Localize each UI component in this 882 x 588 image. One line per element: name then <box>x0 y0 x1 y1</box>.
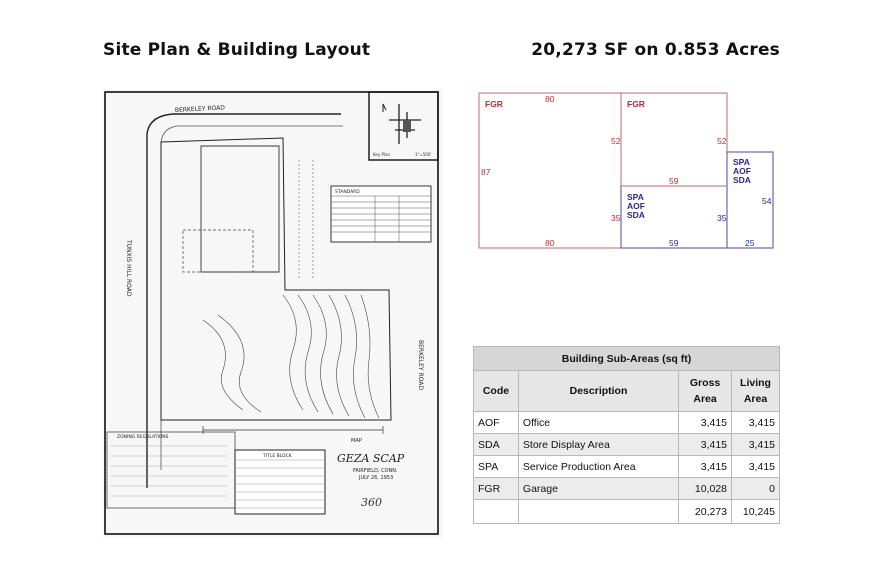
table-row: AOF Office 3,415 3,415 <box>474 412 780 434</box>
area-label-sda-center: SDA <box>627 210 645 220</box>
svg-text:STANDARD: STANDARD <box>335 190 360 195</box>
page-title: Site Plan & Building Layout <box>103 40 371 60</box>
table-caption: Building Sub-Areas (sq ft) <box>474 347 780 371</box>
dim-35-b: 35 <box>717 213 727 223</box>
table-row: FGR Garage 10,028 0 <box>474 478 780 500</box>
owner-name: GEZA SCAP <box>337 452 405 465</box>
road-label-left: TUNXIS HILL ROAD <box>125 240 132 297</box>
total-living-area: 10,245 <box>732 500 780 524</box>
dim-35-a: 35 <box>611 213 621 223</box>
column-header-living-area: Living Area <box>732 371 780 412</box>
dim-top-80: 80 <box>545 94 555 104</box>
area-label-sda-right: SDA <box>733 175 751 185</box>
total-gross-area: 20,273 <box>679 500 732 524</box>
map-number: 360 <box>361 496 382 509</box>
column-header-code: Code <box>474 371 519 412</box>
dim-87: 87 <box>481 167 491 177</box>
area-label-fgr-right: FGR <box>627 99 645 109</box>
scale-note: 1"=500' <box>415 152 432 157</box>
area-label-spa-center: SPA <box>627 192 644 202</box>
area-label-aof-right: AOF <box>733 166 751 176</box>
svg-text:MAP: MAP <box>351 438 362 444</box>
standard-table <box>331 186 431 242</box>
svg-text:FAIRFIELD, CONN.: FAIRFIELD, CONN. <box>353 468 398 474</box>
dim-bottom-25: 25 <box>745 238 755 248</box>
key-plan-note: Key Plan <box>373 152 391 157</box>
road-label-right: BERKELEY ROAD <box>417 340 424 391</box>
svg-text:ZONING REGULATIONS: ZONING REGULATIONS <box>117 435 169 440</box>
dim-52-b: 52 <box>717 136 727 146</box>
totals-row <box>474 500 780 524</box>
svg-text:TITLE BLOCK: TITLE BLOCK <box>263 454 292 459</box>
column-header-gross-area: Gross Area <box>679 371 732 412</box>
area-summary: 20,273 SF on 0.853 Acres <box>531 40 780 60</box>
area-label-fgr-left: FGR <box>485 99 503 109</box>
road-label-top: BERKELEY ROAD <box>174 104 226 114</box>
column-header-description: Description <box>518 371 678 412</box>
title-block <box>235 450 325 514</box>
table-row: SDA Store Display Area 3,415 3,415 <box>474 434 780 456</box>
dim-54: 54 <box>762 196 772 206</box>
area-label-aof-center: AOF <box>627 201 645 211</box>
building-footprint <box>474 88 784 256</box>
svg-text:JULY 26, 1953: JULY 26, 1953 <box>359 475 394 481</box>
dim-52-a: 52 <box>611 136 621 146</box>
building-subareas-table <box>473 346 780 524</box>
dim-bottom-80: 80 <box>545 238 555 248</box>
dim-bottom-59: 59 <box>669 238 679 248</box>
area-label-spa-right: SPA <box>733 157 750 167</box>
site-plan-drawing <box>103 90 443 538</box>
dim-mid-59: 59 <box>669 176 679 186</box>
table-row: SPA Service Production Area 3,415 3,415 <box>474 456 780 478</box>
